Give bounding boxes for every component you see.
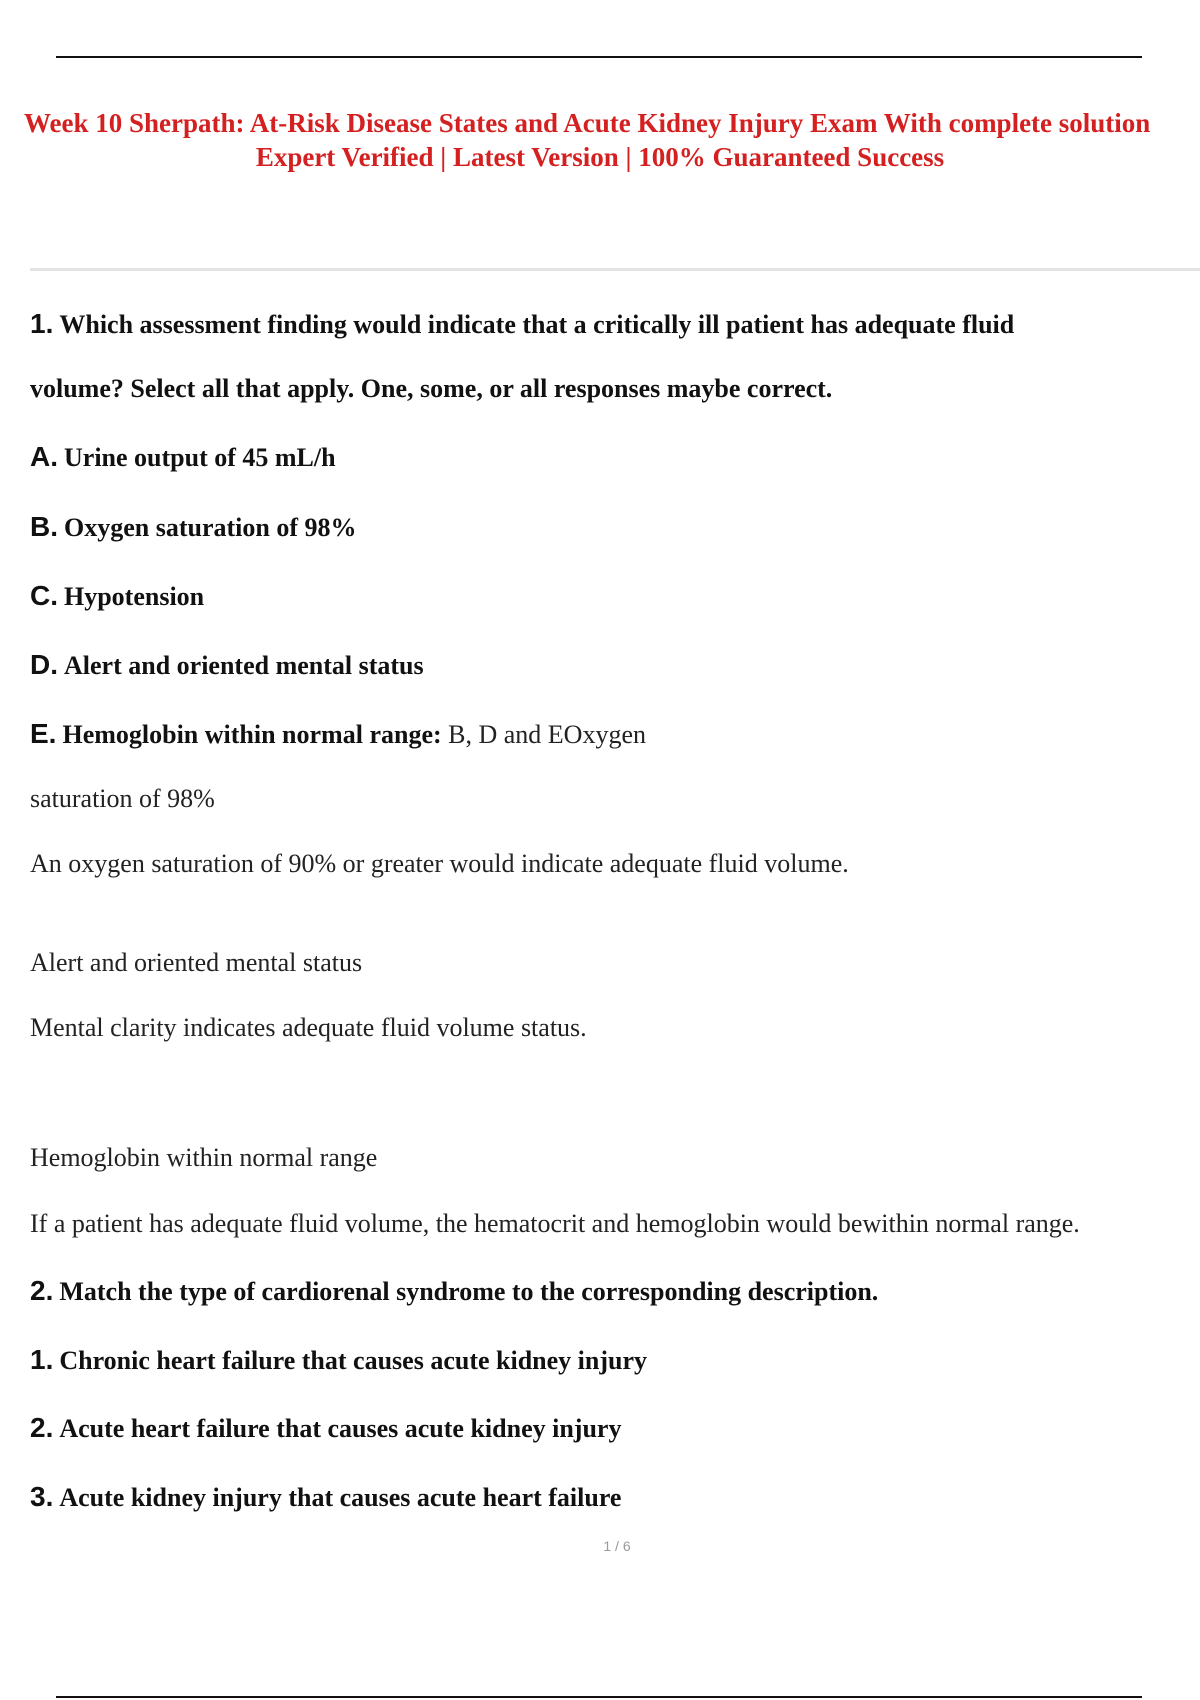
question-2-text: Match the type of cardiorenal syndrome to the corresponding description. [59, 1277, 879, 1306]
option-text: Urine output of 45 mL/h [64, 443, 336, 472]
question-2-number: 2. [30, 1275, 54, 1306]
page-number: 1 / 6 [603, 1538, 631, 1554]
question-1-number: 1. [30, 308, 54, 339]
answer-continuation: saturation of 98% [30, 784, 215, 813]
explanation-2: Alert and oriented mental status [30, 948, 363, 977]
match-item-1: 1. Chronic heart failure that causes acute kidney injury [30, 1344, 647, 1375]
option-b [30, 510, 357, 545]
explanation-4: Hemoglobin within normal range [30, 1143, 378, 1172]
option-text: Alert and oriented mental status [64, 651, 424, 680]
match-item-2: 2. Acute heart failure that causes acute kidney injury [30, 1412, 622, 1443]
option-text: Hypotension [64, 582, 205, 611]
option-letter: D. [30, 649, 58, 680]
option-letter: E. [30, 718, 57, 749]
title-line-2: Expert Verified | Latest Version | 100% Guaranteed Success [255, 142, 945, 172]
question-1-text: Which assessment finding would indicate that a critically ill patient has adequate fluid [59, 310, 1015, 339]
title-line-1: Week 10 Sherpath: At-Risk Disease States and Acute Kidney Injury Exam With complete solution [24, 108, 1151, 138]
option-letter: B. [30, 511, 58, 542]
explanation-5: If a patient has adequate fluid volume, the hematocrit and hemoglobin would bewithin normal range. [30, 1209, 1080, 1238]
question-1-line-1 [30, 307, 1014, 342]
option-e [30, 717, 646, 752]
option-c [30, 579, 204, 614]
option-letter: A. [30, 441, 58, 472]
option-a [30, 440, 336, 475]
option-d [30, 648, 424, 683]
bottom-rule [56, 1696, 1142, 1698]
option-text: Hemoglobin within normal range: [62, 720, 442, 749]
top-rule [56, 56, 1142, 58]
explanation-3: Mental clarity indicates adequate fluid volume status. [30, 1013, 587, 1042]
question-1-line-2: volume? Select all that apply. One, some, or all responses maybe correct. [30, 374, 833, 403]
option-letter: C. [30, 580, 58, 611]
section-divider [30, 268, 1200, 271]
option-text: Oxygen saturation of 98% [64, 513, 357, 542]
document-title [24, 106, 1200, 174]
answer-key: B, D and EOxygen [448, 720, 646, 749]
match-item-3: 3. Acute kidney injury that causes acute heart failure [30, 1481, 622, 1512]
question-2 [30, 1274, 878, 1309]
explanation-1: An oxygen saturation of 90% or greater would indicate adequate fluid volume. [30, 849, 849, 878]
